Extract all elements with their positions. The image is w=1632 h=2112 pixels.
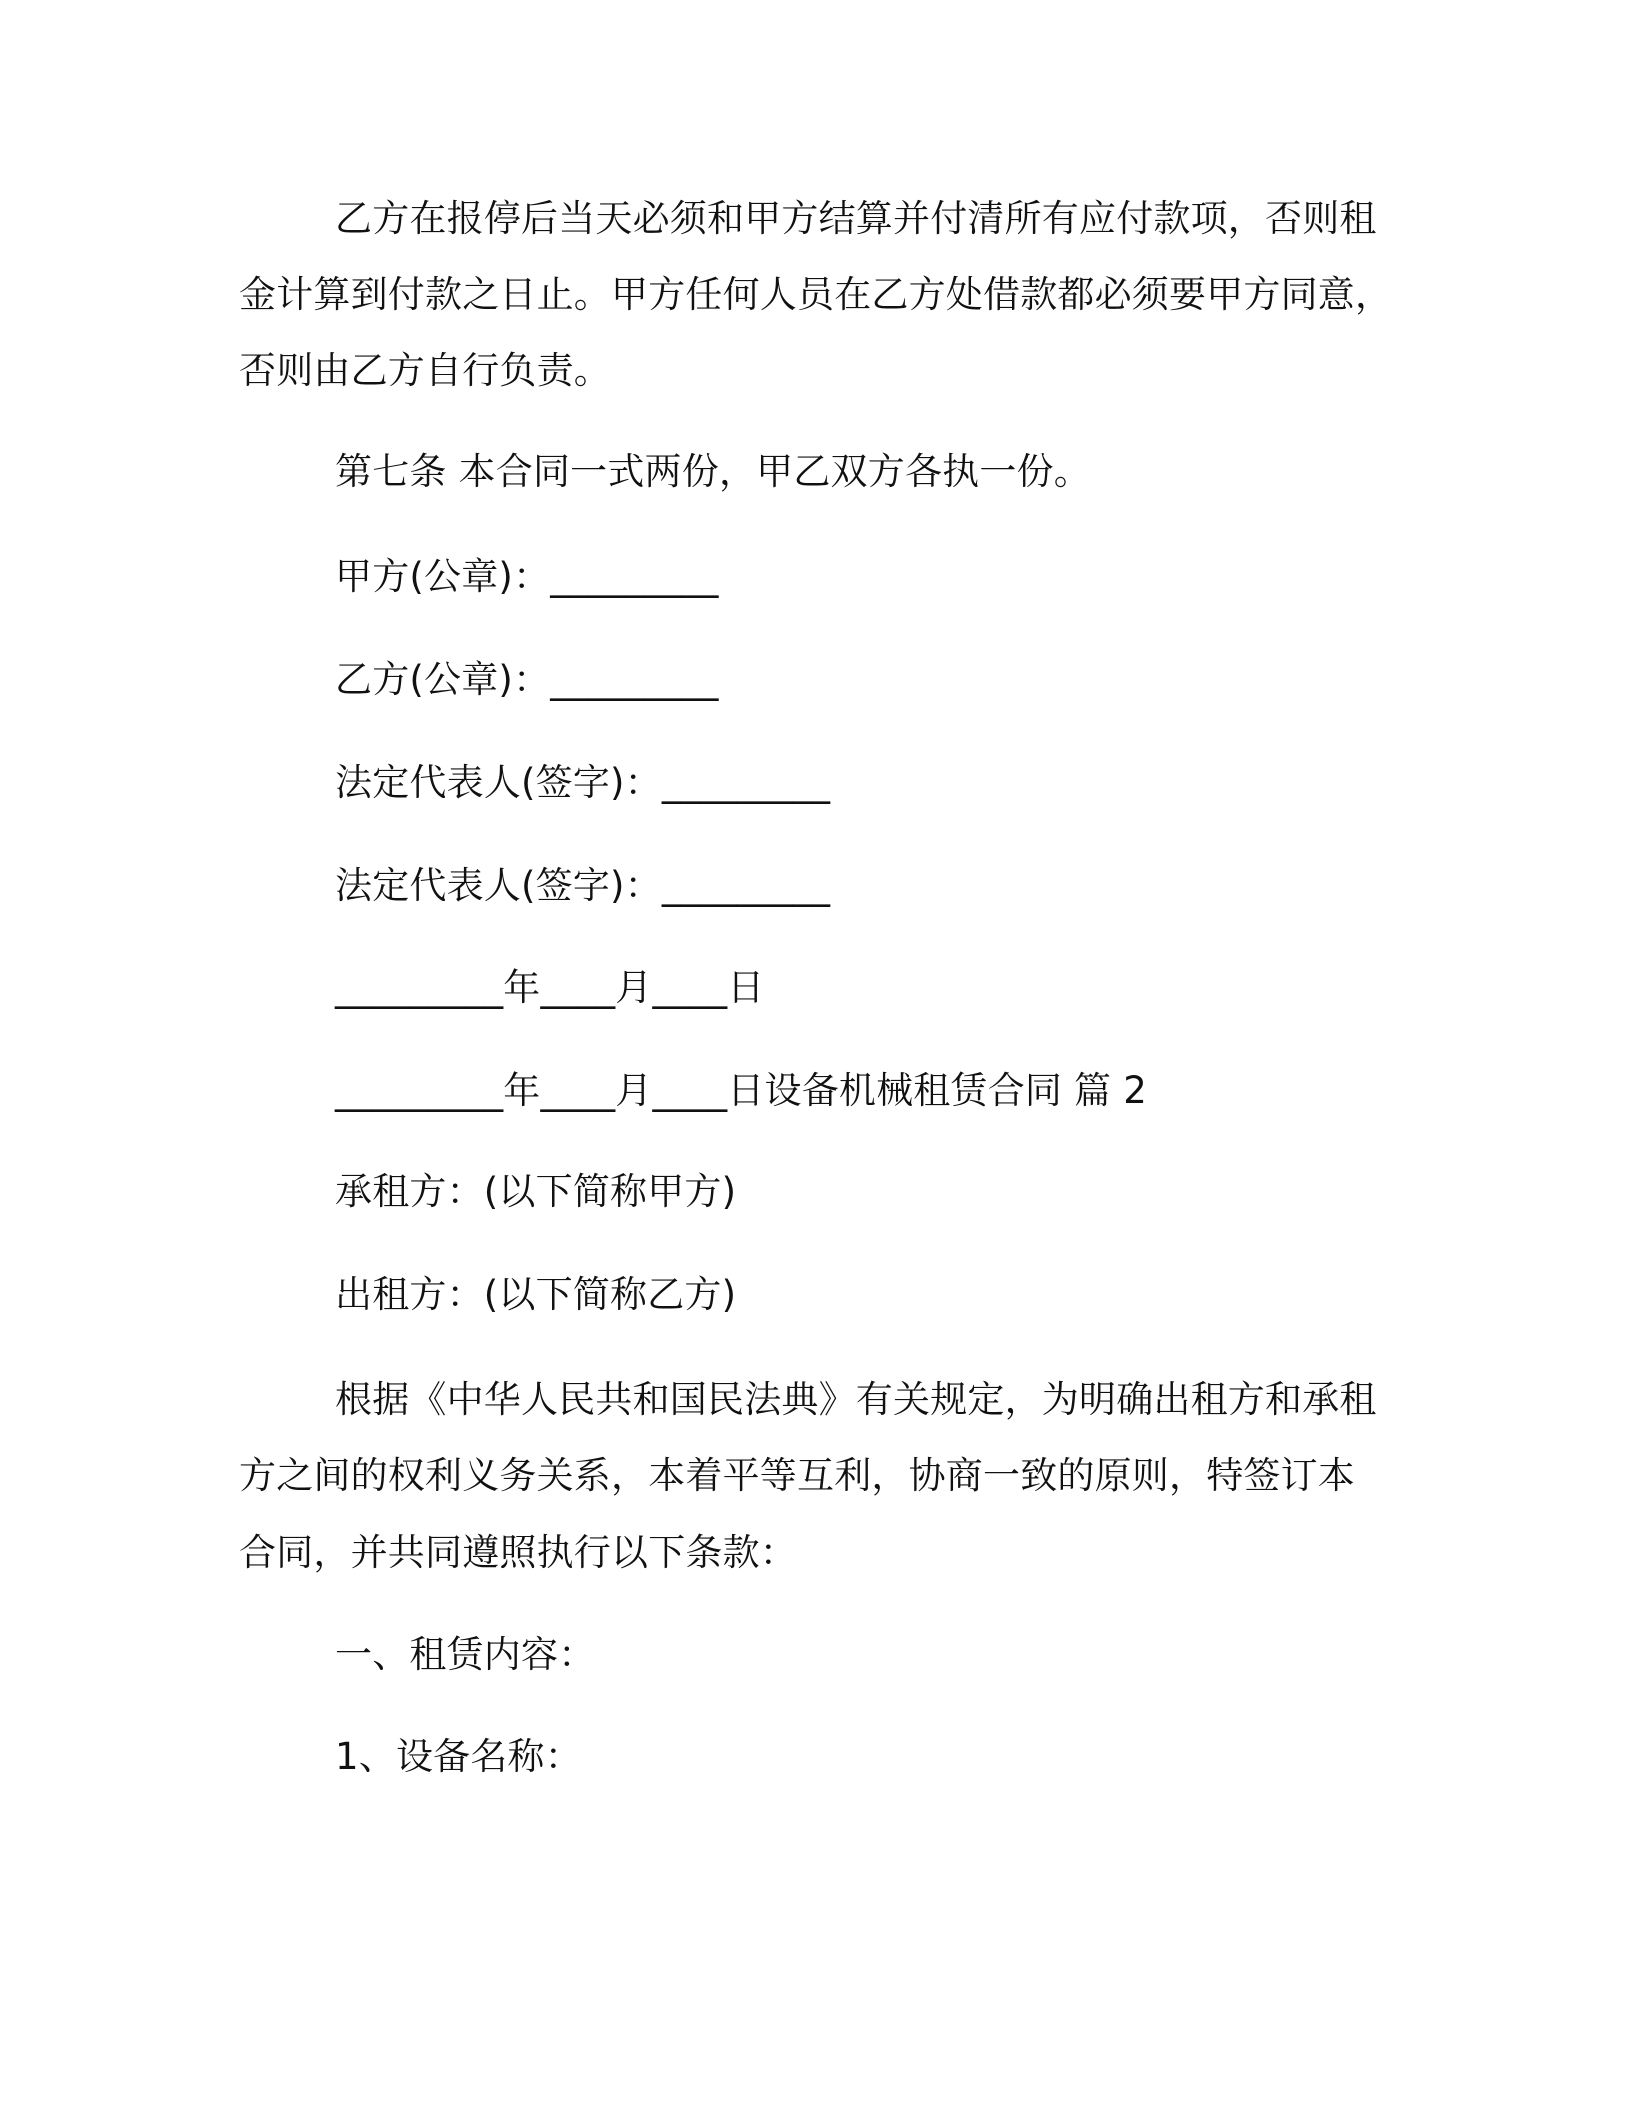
section-heading: 一、租赁内容： bbox=[335, 1633, 596, 1676]
paragraph-line: 方之间的权利义务关系，本着平等互利，协商一致的原则，特签订本 bbox=[239, 1454, 1355, 1497]
paragraph-line: 乙方在报停后当天必须和甲方结算并付清所有应付款项，否则租 bbox=[335, 197, 1377, 240]
legal-representative-signature-line: 法定代表人(签字)：_________ bbox=[335, 864, 831, 907]
legal-representative-signature-line: 法定代表人(签字)：_________ bbox=[335, 761, 831, 804]
paragraph-line: 根据《中华人民共和国民法典》有关规定，为明确出租方和承租 bbox=[335, 1378, 1377, 1421]
item-heading: 1、设备名称： bbox=[335, 1735, 582, 1778]
paragraph-line: 合同，并共同遵照执行以下条款： bbox=[239, 1531, 797, 1574]
date-and-contract-title-line: _________年____月____日设备机械租赁合同 篇 2 bbox=[335, 1069, 1147, 1112]
paragraph-line: 否则由乙方自行负责。 bbox=[239, 349, 611, 392]
paragraph-line: 金计算到付款之日止。甲方任何人员在乙方处借款都必须要甲方同意， bbox=[239, 273, 1393, 316]
party-a-seal-line: 甲方(公章)：_________ bbox=[335, 555, 719, 598]
date-line: _________年____月____日 bbox=[335, 966, 765, 1009]
party-b-seal-line: 乙方(公章)：_________ bbox=[335, 658, 719, 701]
lessee-line: 承租方：(以下简称甲方) bbox=[335, 1170, 737, 1213]
article-seven-line: 第七条 本合同一式两份，甲乙双方各执一份。 bbox=[335, 450, 1091, 493]
lessor-line: 出租方：(以下简称乙方) bbox=[335, 1273, 737, 1316]
